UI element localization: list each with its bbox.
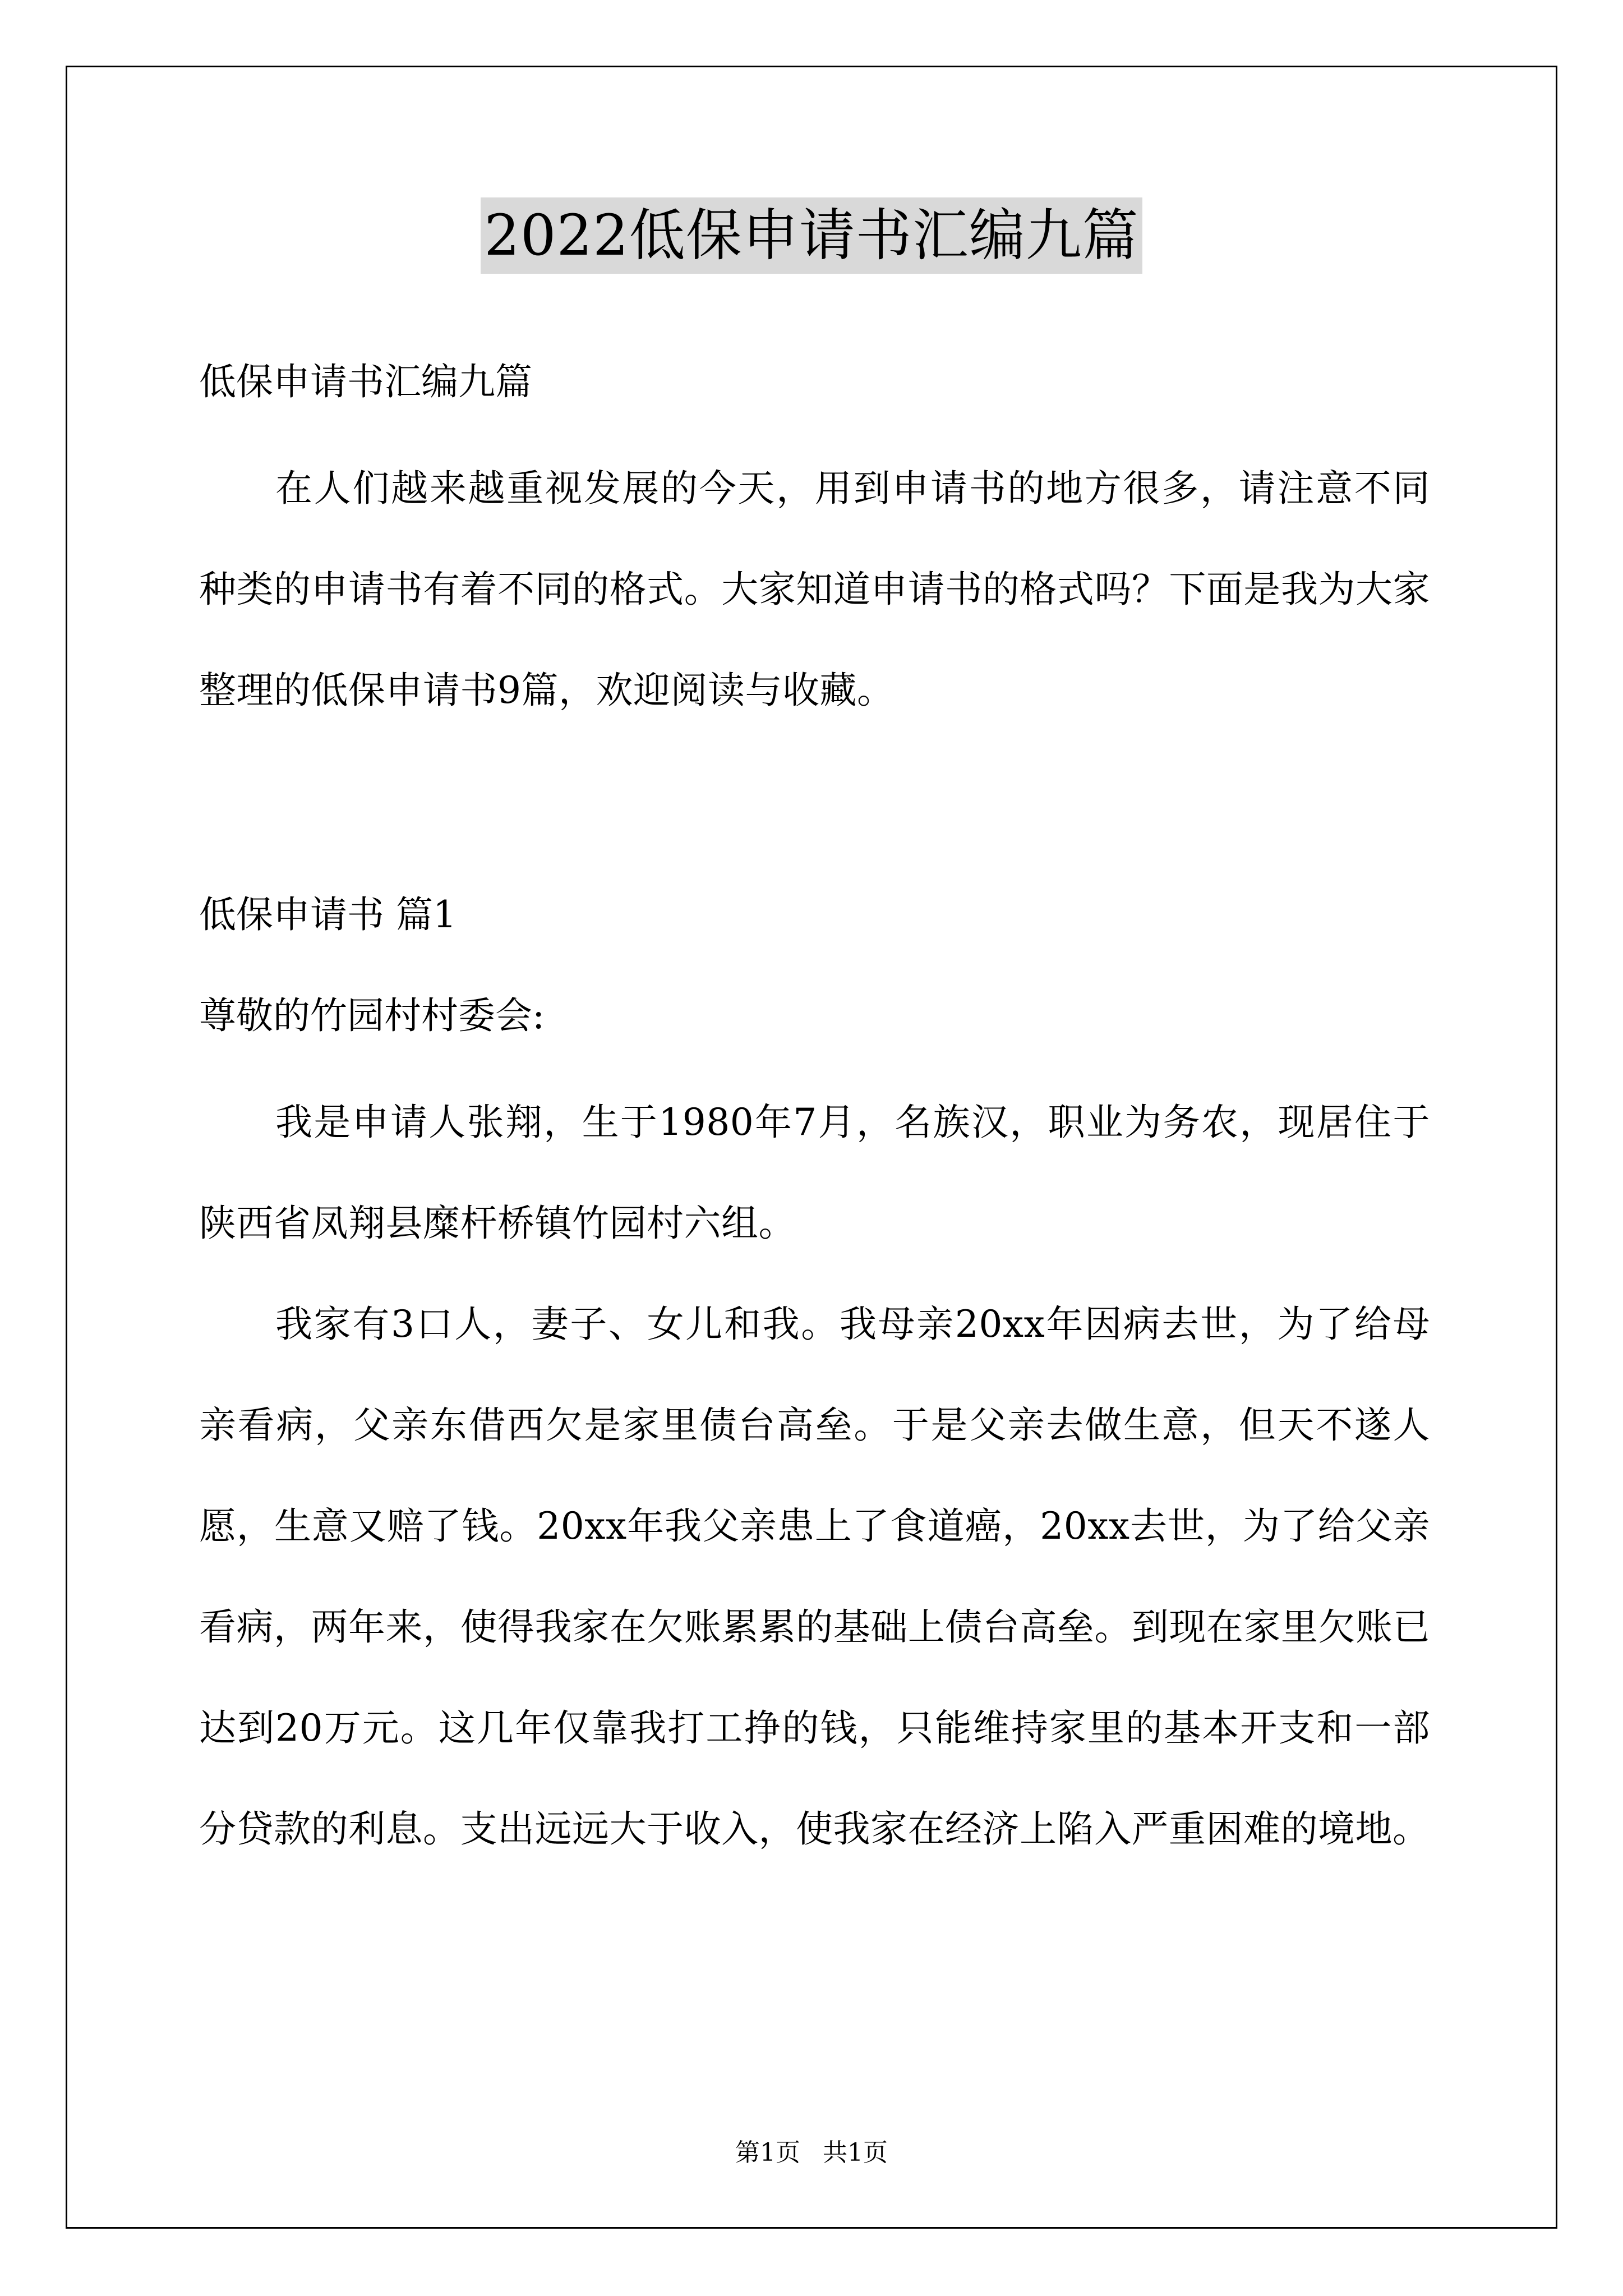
document-title: 2022低保申请书汇编九篇	[481, 197, 1142, 274]
body-paragraph-1: 我是申请人张翔，生于1980年7月，名族汉，职业为务农，现居住于陕西省凤翔县糜杆桥镇竹园村六组。	[199, 1101, 1430, 1245]
intro-paragraph: 在人们越来越重视发展的今天，用到申请书的地方很多，请注意不同种类的申请书有着不同的格式。大家知道申请书的格式吗？下面是我为大家整理的低保申请书9篇，欢迎阅读与收藏。	[199, 467, 1430, 712]
body-paragraph-2: 我家有3口人，妻子、女儿和我。我母亲20xx年因病去世，为了给母亲看病，父亲东借西欠是家里债台高垒。于是父亲去做生意，但天不遂人愿，生意又赔了钱。20xx年我父亲患上了食道癌，20xx去世，为了给父亲看病，两年来，使得我家在欠账累累的基础上债台高垒。到现在家里欠账已达到20万元。这几年仅靠我打工挣的钱，只能维持家里的基本开支和一部分贷款的利息。支出远远大于收入，使我家在经济上陷入严重困难的境地。	[199, 1303, 1430, 1851]
page-count: 共1页	[823, 2138, 888, 2167]
title-block	[0, 197, 1623, 274]
page-number: 第1页	[735, 2138, 800, 2167]
page-footer	[0, 2136, 1623, 2170]
section-heading: 低保申请书 篇1	[199, 893, 457, 936]
document-subtitle: 低保申请书汇编九篇	[199, 360, 532, 403]
salutation: 尊敬的竹园村村委会:	[199, 994, 545, 1037]
